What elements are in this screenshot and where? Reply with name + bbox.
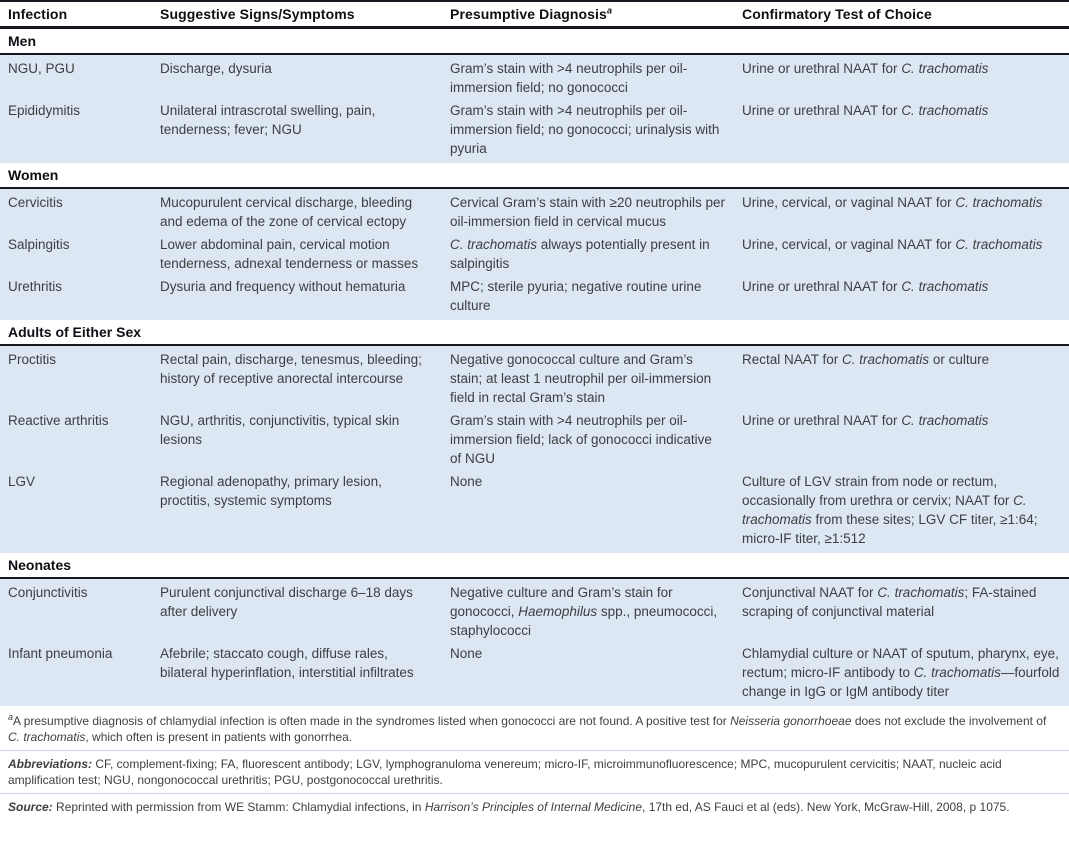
table-row	[0, 189, 1069, 231]
section-header-men	[0, 29, 1069, 55]
signs-symptoms-cell: Unilateral intrascrotal swelling, pain, tenderness; fever; NGU	[160, 103, 376, 137]
col-header-signs-symptoms: Suggestive Signs/Symptoms	[160, 6, 355, 22]
confirmatory-test-cell: Rectal NAAT for C. trachomatis or culture	[742, 352, 990, 367]
col-header-confirmatory-test: Confirmatory Test of Choice	[742, 6, 932, 22]
signs-symptoms-cell: Regional adenopathy, primary lesion, proctitis, systemic symptoms	[160, 474, 382, 508]
confirmatory-test-cell: Culture of LGV strain from node or rectum, occasionally from urethra or cervix; NAAT for C. trachomatis from these sites; LGV CF titer, ≥1:64; micro-IF titer, ≥1:512	[742, 474, 1038, 546]
infection-cell: Reactive arthritis	[8, 413, 109, 428]
signs-symptoms-cell: Purulent conjunctival discharge 6–18 days after delivery	[160, 585, 413, 619]
confirmatory-test-cell: Urine or urethral NAAT for C. trachomatis	[742, 103, 989, 118]
section-title: Adults of Either Sex	[8, 324, 142, 340]
table-row	[0, 231, 1069, 273]
infection-cell: LGV	[8, 474, 36, 489]
table-row	[0, 346, 1069, 407]
presumptive-diagnosis-cell: Cervical Gram’s stain with ≥20 neutrophils per oil-immersion field in cervical mucus	[450, 195, 726, 229]
presumptive-diagnosis-cell: C. trachomatis always potentially present in salpingitis	[450, 237, 710, 271]
signs-symptoms-cell: Mucopurulent cervical discharge, bleeding and edema of the zone of cervical ectopy	[160, 195, 413, 229]
presumptive-diagnosis-cell: None	[450, 646, 483, 661]
infection-cell: Cervicitis	[8, 195, 63, 210]
col-header-presumptive-diagnosis: Presumptive Diagnosis$^a$	[450, 5, 613, 22]
table-row	[0, 55, 1069, 97]
confirmatory-test-cell: Urine, cervical, or vaginal NAAT for C. trachomatis	[742, 237, 1043, 252]
section-rows-neonates	[0, 579, 1069, 706]
presumptive-diagnosis-cell: Gram’s stain with >4 neutrophils per oil-immersion field; no gonococci	[450, 61, 688, 95]
table-row	[0, 640, 1069, 701]
table-row	[0, 579, 1069, 640]
section-title: Women	[8, 167, 59, 183]
section-title: Men	[8, 33, 36, 49]
signs-symptoms-cell: Discharge, dysuria	[160, 61, 272, 76]
table-row	[0, 407, 1069, 468]
presumptive-diagnosis-cell: None	[450, 474, 483, 489]
table-row	[0, 468, 1069, 548]
infection-cell: Epididymitis	[8, 103, 81, 118]
infection-cell: Proctitis	[8, 352, 57, 367]
infection-cell: Conjunctivitis	[8, 585, 88, 600]
signs-symptoms-cell: Lower abdominal pain, cervical motion tenderness, adnexal tenderness or masses	[160, 237, 419, 271]
confirmatory-test-cell: Urine, cervical, or vaginal NAAT for C. trachomatis	[742, 195, 1043, 210]
footnotes	[0, 706, 1069, 815]
col-header-infection: Infection	[8, 6, 68, 22]
presumptive-diagnosis-cell: Gram’s stain with >4 neutrophils per oil-immersion field; lack of gonococci indicative of NGU	[450, 413, 712, 466]
signs-symptoms-cell: Dysuria and frequency without hematuria	[160, 279, 406, 294]
presumptive-diagnosis-cell: Gram’s stain with >4 neutrophils per oil-immersion field; no gonococci; urinalysis with pyuria	[450, 103, 720, 156]
table-row	[0, 97, 1069, 158]
presumptive-diagnosis-cell: Negative gonococcal culture and Gram’s stain; at least 1 neutrophil per oil-immersion field in rectal Gram’s stain	[450, 352, 712, 405]
footnote-divider	[0, 793, 1069, 794]
section-rows-adults-of-either-sex	[0, 346, 1069, 553]
infection-cell: NGU, PGU	[8, 61, 75, 76]
table-row	[0, 273, 1069, 315]
section-header-women	[0, 163, 1069, 189]
section-rows-women	[0, 189, 1069, 320]
footnote-divider	[0, 750, 1069, 751]
section-rows-men	[0, 55, 1069, 163]
table-header-row	[0, 0, 1069, 29]
footnote-source: Source: Reprinted with permission from WE Stamm: Chlamydial infections, in Harrison’s Principles of Internal Medicine, 17th ed, AS Fauci et al (eds). New York, McGraw-Hill, 2008, p 1075.	[8, 800, 1010, 814]
confirmatory-test-cell: Chlamydial culture or NAAT of sputum, pharynx, eye, rectum; micro-IF antibody to C. trachomatis—fourfold change in IgG or IgM antibody titer	[742, 646, 1060, 699]
confirmatory-test-cell: Urine or urethral NAAT for C. trachomatis	[742, 61, 989, 76]
section-title: Neonates	[8, 557, 72, 573]
table-body	[0, 29, 1069, 706]
infection-cell: Salpingitis	[8, 237, 70, 252]
signs-symptoms-cell: Rectal pain, discharge, tenesmus, bleeding; history of receptive anorectal intercourse	[160, 352, 422, 386]
presumptive-diagnosis-cell: MPC; sterile pyuria; negative routine urine culture	[450, 279, 702, 313]
confirmatory-test-cell: Urine or urethral NAAT for C. trachomatis	[742, 413, 989, 428]
footnote-presumptive-note: $^a$A presumptive diagnosis of chlamydial infection is often made in the syndromes listed when gonococci are not found. A positive test for Neisseria gonorrhoeae does not exclude the involvement of C. trachomatis, which often is present in patients with gonorrhea.	[8, 712, 1047, 744]
infection-cell: Urethritis	[8, 279, 63, 294]
presumptive-diagnosis-cell: Negative culture and Gram’s stain for gonococci, Haemophilus spp., pneumococci, staphylococci	[450, 585, 718, 638]
signs-symptoms-cell: Afebrile; staccato cough, diffuse rales, bilateral hyperinflation, interstitial infiltrates	[160, 646, 414, 680]
confirmatory-test-cell: Conjunctival NAAT for C. trachomatis; FA-stained scraping of conjunctival material	[742, 585, 1037, 619]
footnote-abbreviations: Abbreviations: CF, complement-fixing; FA, fluorescent antibody; LGV, lymphogranuloma venereum; micro-IF, microimmunofluorescence; MPC, mucopurulent cervicitis; NAAT, nucleic acid amplification test; NGU, nongonococcal urethritis; PGU, postgonococcal urethritis.	[8, 757, 1002, 787]
infection-cell: Infant pneumonia	[8, 646, 113, 661]
confirmatory-test-cell: Urine or urethral NAAT for C. trachomatis	[742, 279, 989, 294]
section-header-adults-of-either-sex	[0, 320, 1069, 346]
signs-symptoms-cell: NGU, arthritis, conjunctivitis, typical skin lesions	[160, 413, 400, 447]
section-header-neonates	[0, 553, 1069, 579]
